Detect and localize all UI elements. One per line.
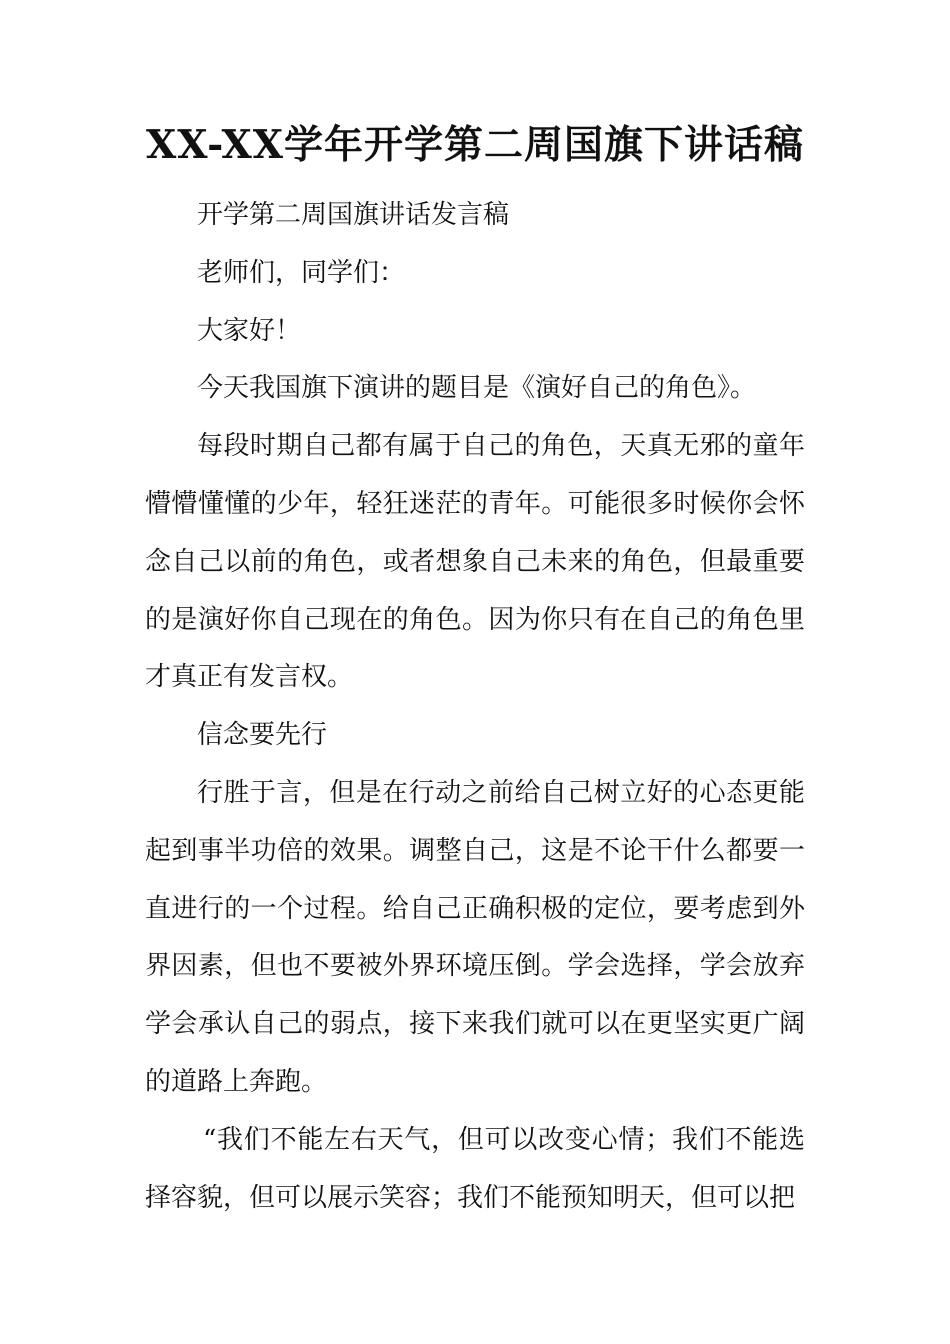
paragraph-action: 行胜于言，但是在行动之前给自己树立好的心态更能起到事半功倍的效果。调整自己，这是不论干什么都要一直进行的一个过程。给自己正确积极的定位，要考虑到外界因素，但也不要被外界环境压倒。学会选择，学会放弃学会承认自己的弱点，接下来我们就可以在更坚实更广阔的道路上奔跑。 <box>145 777 805 1097</box>
paragraph-salutation: 老师们，同学们： <box>197 257 406 288</box>
paragraph-greeting: 大家好！ <box>197 315 302 346</box>
paragraph-heading-belief: 信念要先行 <box>197 720 328 751</box>
document-body <box>145 187 805 1227</box>
paragraph-topic: 今天我国旗下演讲的题目是《演好自己的角色》。 <box>197 373 757 404</box>
paragraph-subtitle: 开学第二周国旗讲话发言稿 <box>197 200 510 230</box>
document-title: XX-XX学年开学第二周国旗下讲话稿 <box>146 122 804 168</box>
paragraph-roles: 每段时期自己都有属于自己的角色，天真无邪的童年懵懵懂懂的少年，轻狂迷茫的青年。可能很多时候你会怀念自己以前的角色，或者想象自己未来的角色，但最重要的是演好你自己现在的角色。因为你只有在自己的角色里才真正有发言权。 <box>145 431 805 693</box>
paragraph-quote: “我们不能左右天气，但可以改变心情；我们不能选择容貌，但可以展示笑容；我们不能预知明天，但可以把 <box>145 1124 805 1213</box>
